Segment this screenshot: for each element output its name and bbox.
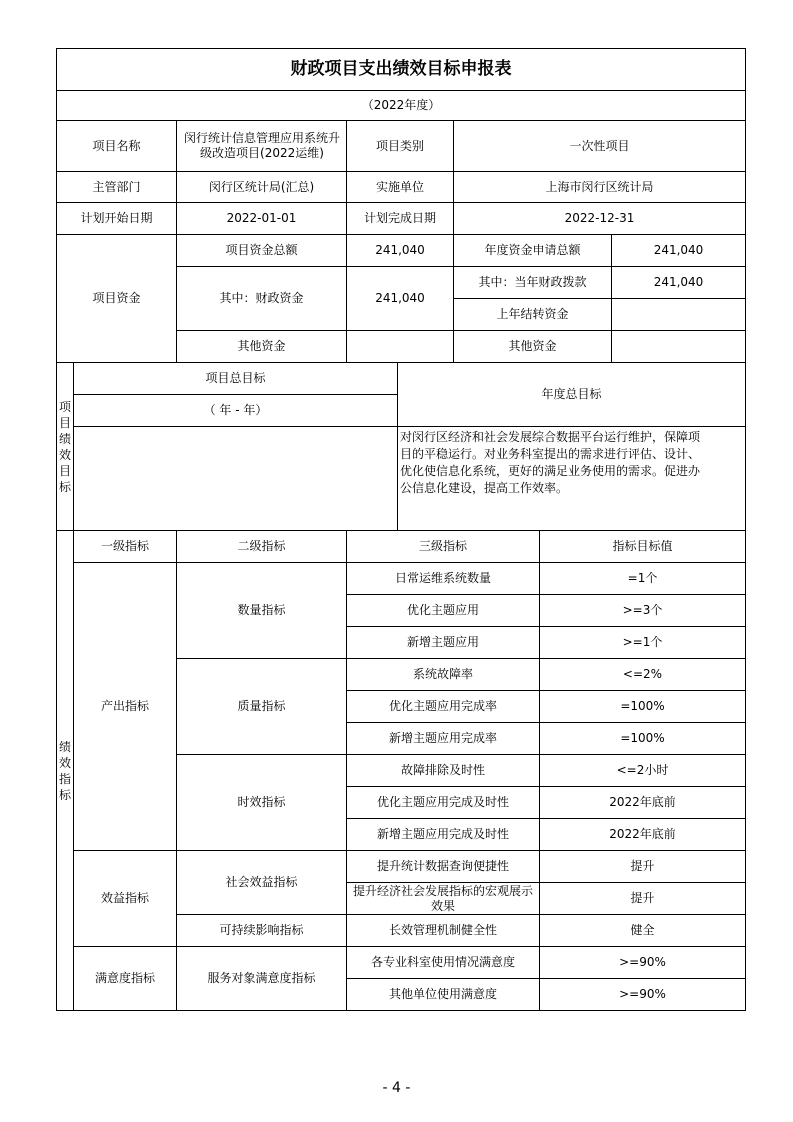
level2-service-satisfaction: 服务对象满意度指标 [207,971,316,985]
indicator-value: =100% [620,699,665,713]
total-goal-text [74,427,397,530]
indicator-value: 2022年底前 [609,827,676,841]
indicator-value: <=2% [622,667,663,681]
end-date-label: 计划完成日期 [363,211,436,225]
indicator-name: 系统故障率 [412,667,473,681]
current-appropriation-label: 其中：当年财政拨款 [478,275,587,289]
carryover-funds-label: 上年结转资金 [496,307,569,321]
level2-timeliness: 时效指标 [237,795,286,809]
annual-funds-value: 241,040 [653,243,704,257]
page-number: - 4 - [382,1080,411,1096]
indicator-value: 提升 [630,891,655,905]
supervising-dept-value: 闵行区统计局(汇总) [208,179,315,194]
end-date-value: 2022-12-31 [564,211,635,225]
form-title: 财政项目支出绩效目标申报表 [290,59,512,79]
implementing-unit-label: 实施单位 [375,179,424,194]
indicator-value: 健全 [630,923,655,937]
implementing-unit-value: 上海市闵行区统计局 [545,179,654,194]
indicator-name: 新增主题应用 [406,635,479,649]
indicators-side-label: 绩 效 指 标 [58,739,71,802]
project-name-label: 项目名称 [92,138,141,153]
start-date-label: 计划开始日期 [80,211,153,225]
total-funds-value: 241,040 [375,243,425,257]
current-appropriation-value: 241,040 [653,275,704,289]
level1-satisfaction: 满意度指标 [94,971,155,985]
other-funds-value-right [612,331,745,362]
total-goal-label: 项目总目标 [205,371,266,385]
indicator-name: 优化主题应用 [406,603,479,617]
supervising-dept-label: 主管部门 [92,179,141,194]
other-funds-label-left: 其他资金 [237,339,286,353]
header-level3: 三级指标 [418,539,467,553]
indicator-name: 故障排除及时性 [400,763,485,777]
indicator-value: =1个 [627,571,658,585]
header-level2: 二级指标 [237,539,286,553]
level2-quality: 质量指标 [237,699,286,713]
project-category-value: 一次性项目 [569,138,630,153]
indicator-name: 新增主题应用完成及时性 [376,827,509,841]
annual-goal-label: 年度总目标 [541,387,602,401]
carryover-funds-value [612,299,745,330]
indicator-name: 长效管理机制健全性 [388,923,497,937]
indicator-value: 提升 [630,859,655,873]
other-funds-label-right: 其他资金 [508,339,557,353]
project-category-label: 项目类别 [375,138,424,153]
header-target-value: 指标目标值 [612,539,673,553]
indicator-name: 各专业科室使用情况满意度 [370,955,515,969]
indicator-value: >=90% [619,987,666,1001]
level2-quantity: 数量指标 [237,603,286,617]
annual-goal-text: 对闵行区经济和社会发展综合数据平台运行维护，保障项目的平稳运行。对业务科室提出的需求进行评估、设计、优化使信息化系统，更好的满足业务使用的需求。促进办公信息化建设，提高工作效率。 [400,430,701,495]
indicator-value: =100% [620,731,665,745]
indicator-value: >=3个 [622,603,663,617]
level1-output: 产出指标 [100,699,149,713]
indicator-name: 提升统计数据查询便捷性 [376,859,509,873]
level2-social-benefit: 社会效益指标 [225,875,298,889]
fiscal-funds-value: 241,040 [375,291,425,305]
indicator-name: 日常运维系统数量 [394,571,491,585]
indicator-name: 优化主题应用完成及时性 [376,795,509,809]
indicator-value: >=90% [619,955,666,969]
goals-side-label: 项 目 绩 效 目 标 [58,399,71,494]
start-date-value: 2022-01-01 [226,211,297,225]
total-funds-label: 项目资金总额 [225,243,298,257]
fiscal-funds-label: 其中：财政资金 [219,291,304,305]
other-funds-value-left [347,331,453,362]
level1-benefit: 效益指标 [100,891,149,905]
indicator-value: <=2小时 [616,763,669,777]
level2-sustainability: 可持续影响指标 [219,923,304,937]
indicator-name: 提升经济社会发展指标的宏观展示效果 [352,883,533,913]
indicator-name: 优化主题应用完成率 [388,699,497,713]
year-label: （2022年度） [361,98,441,112]
indicator-value: 2022年底前 [609,795,676,809]
indicator-name: 其他单位使用满意度 [388,987,497,1001]
header-level1: 一级指标 [100,539,149,553]
goal-years-label: （ 年 - 年） [203,403,268,417]
funds-label: 项目资金 [92,291,141,305]
indicator-value: >=1个 [622,635,663,649]
project-name-value: 闵行统计信息管理应用系统升级改造项目(2022运维) [184,131,341,160]
annual-funds-label: 年度资金申请总额 [484,243,581,257]
indicator-name: 新增主题应用完成率 [388,731,497,745]
